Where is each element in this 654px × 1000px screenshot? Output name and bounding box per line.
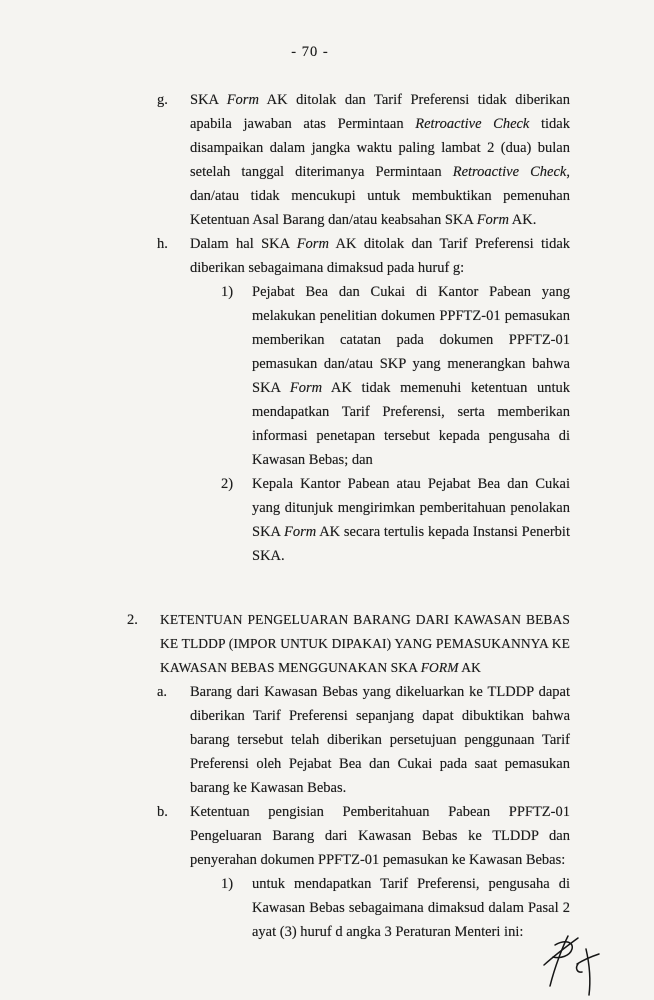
text-run: Form — [476, 212, 509, 228]
list-item — [157, 680, 570, 800]
text-run: Pejabat Bea dan Cukai di Kantor Pabean yang melakukan penelitian dokumen PPFTZ-01 pemasukan memberikan catatan pada dokumen PPFTZ-01 pemasukan dan/atau SKP yang menerangkan bahwa SKA — [252, 284, 570, 396]
initials-stroke — [577, 964, 582, 972]
text-run: , dan/atau tidak mencukupi untuk membuktikan pemenuhan Ketentuan Asal Barang dan/atau keabsahan SKA — [190, 164, 570, 228]
text-run: Retroactive Check — [452, 164, 567, 180]
text-run: AK tidak memenuhi ketentuan untuk mendapatkan Tarif Preferensi, serta memberikan informasi penetapan tersebut kepada pengusaha di Kawasan Bebas; dan — [252, 380, 570, 468]
text-run: Barang dari Kawasan Bebas yang dikeluarkan ke TLDDP dapat diberikan Tarif Preferensi sepanjang dapat dibuktikan bahwa barang tersebut telah diberikan persetujuan penggunaan Tarif Preferensi oleh Pejabat Bea dan Cukai pada saat pemasukan barang ke Kawasan Bebas. — [190, 684, 570, 796]
list-item — [157, 232, 570, 280]
text-run: Form — [226, 92, 259, 108]
text-run: Kepala Kantor Pabean atau Pejabat Bea dan Cukai yang ditunjuk mengirimkan pemberitahuan penolakan SKA — [252, 476, 570, 540]
section-item — [127, 608, 570, 680]
list-item — [157, 88, 570, 232]
item-text — [160, 608, 570, 680]
list-item — [221, 472, 570, 568]
item-label: a. — [157, 684, 168, 700]
item-label: b. — [157, 804, 168, 820]
list-item — [221, 280, 570, 472]
item-label: h. — [157, 236, 168, 252]
text-run: KETENTUAN PENGELUARAN BARANG DARI KAWASAN BEBAS KE TLDDP (IMPOR UNTUK DIPAKAI) YANG PEMASUKANNYA KE KAWASAN BEBAS MENGGUNAKAN SKA — [160, 612, 570, 675]
text-run: AK ditolak dan Tarif Preferensi tidak diberikan apabila jawaban atas Permintaan — [190, 92, 570, 132]
item-text — [252, 280, 570, 472]
text-run: Form — [289, 380, 323, 396]
item-text — [190, 232, 570, 280]
text-run: Dalam hal SKA — [190, 236, 297, 252]
item-label: 1) — [221, 876, 234, 892]
document-content — [127, 88, 570, 944]
text-run: SKA — [190, 92, 227, 108]
text-run: AK — [458, 660, 482, 675]
item-label: 1) — [221, 284, 234, 300]
text-run: tidak disampaikan dalam jangka waktu paling lambat 2 (dua) bulan setelah tanggal diterimanya Permintaan — [190, 116, 570, 180]
item-text — [190, 800, 570, 872]
list-item — [221, 872, 570, 944]
item-text — [252, 472, 570, 568]
item-label: 2. — [127, 612, 138, 628]
item-label: 2) — [221, 476, 234, 492]
text-run: AK secara tertulis kepada Instansi Penerbit SKA. — [252, 524, 570, 564]
text-run: untuk mendapatkan Tarif Preferensi, pengusaha di Kawasan Bebas sebagaimana dimaksud dalam Pasal 2 ayat (3) huruf d angka 3 Peraturan Menteri ini: — [252, 876, 570, 940]
page-number: - 70 - — [291, 44, 329, 60]
handwritten-initials — [522, 924, 610, 998]
text-run: Form — [296, 236, 329, 252]
initials-stroke — [586, 949, 590, 995]
item-label: g. — [157, 92, 168, 108]
item-text — [190, 680, 570, 800]
text-run: Retroactive Check — [415, 116, 530, 132]
text-run: AK. — [508, 212, 537, 228]
text-run: Form — [283, 524, 317, 540]
text-run: Ketentuan pengisian Pemberitahuan Pabean PPFTZ-01 Pengeluaran Barang dari Kawasan Bebas ke TLDDP dan penyerahan dokumen PPFTZ-01 pemasukan ke Kawasan Bebas: — [190, 804, 570, 868]
list-item — [157, 800, 570, 872]
text-run: AK ditolak dan Tarif Preferensi tidak diberikan sebagaimana dimaksud pada huruf g: — [190, 236, 571, 276]
text-run: FORM — [420, 660, 459, 675]
item-text — [190, 88, 570, 232]
